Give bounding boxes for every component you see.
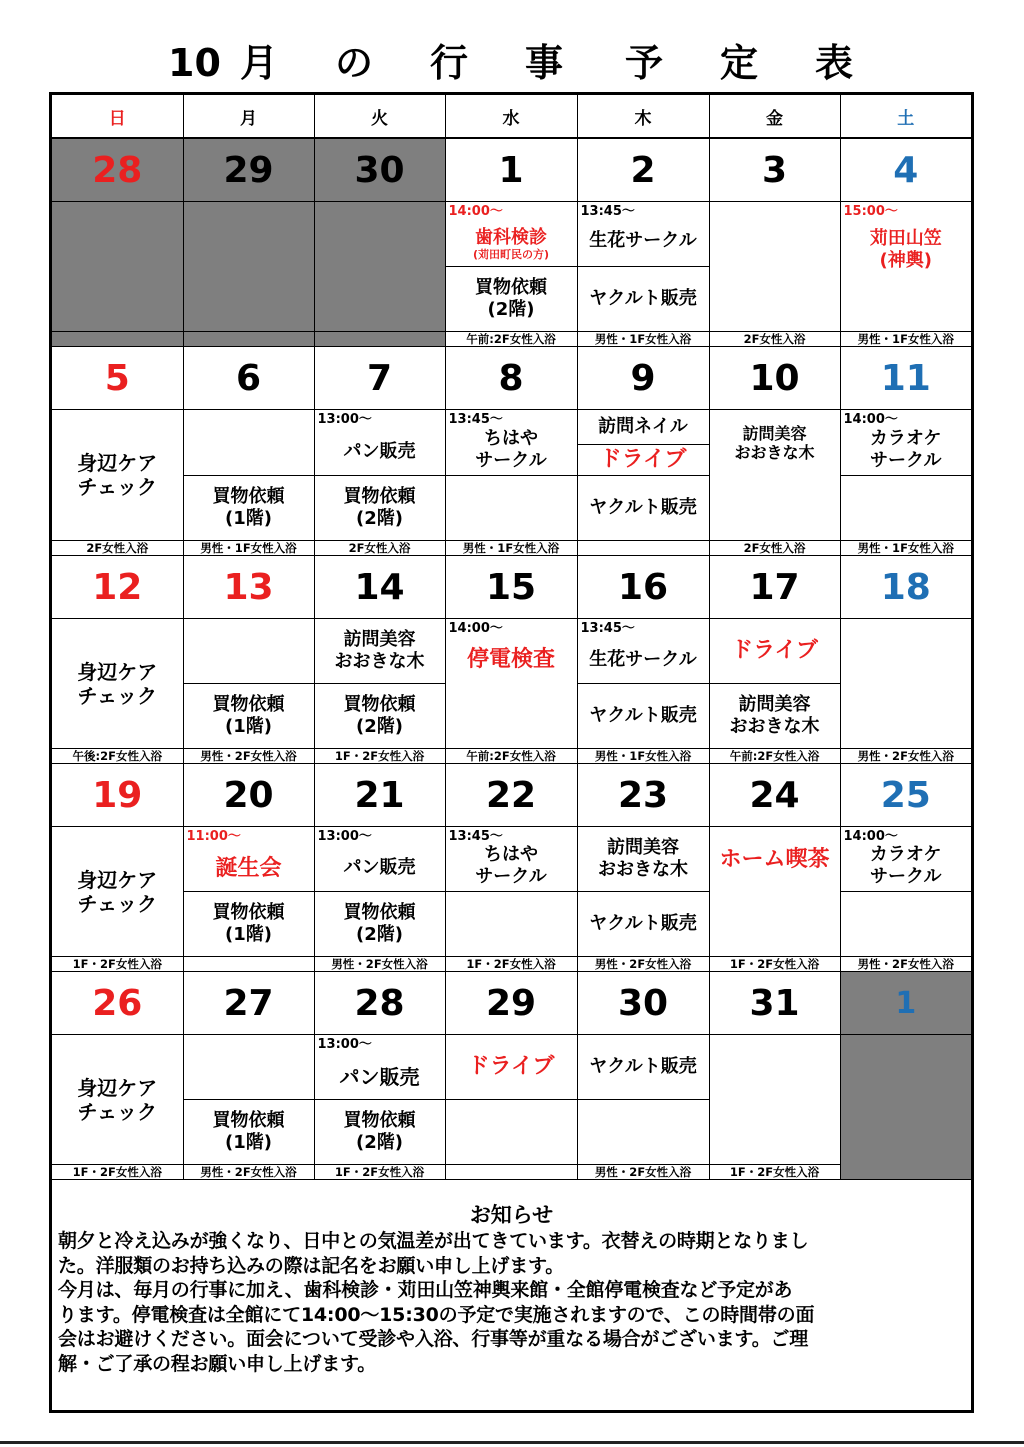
calendar-table: [52, 95, 971, 1180]
day-number: 2: [577, 138, 709, 202]
day-number: 29: [445, 972, 577, 1035]
event-time: 13:45～: [448, 412, 503, 427]
day-number: 1: [445, 138, 577, 202]
bath-schedule: [445, 1165, 577, 1180]
event-time: 13:45～: [448, 829, 503, 844]
bath-schedule: 2F女性入浴: [52, 541, 183, 556]
bath-schedule: 午後:2F女性入浴: [52, 749, 183, 764]
event-cell: [840, 476, 971, 541]
event-cell: 訪問美容 おおきな木: [709, 684, 840, 749]
weekday-header: 金: [709, 95, 840, 138]
day-number: 19: [52, 764, 183, 827]
day-number: 27: [183, 972, 314, 1035]
event-cell: [445, 892, 577, 957]
event-title-highlight: ドライブ: [599, 447, 687, 472]
bath-schedule: 男性・1F女性入浴: [840, 541, 971, 556]
bath-schedule: 男性・2F女性入浴: [577, 957, 709, 972]
bath-schedule: [183, 957, 314, 972]
title-char: 表: [815, 41, 854, 85]
event-cell: [314, 410, 445, 476]
notice-line: た。洋服類のお持ち込みの際は記名をお願い申し上げます。: [58, 1254, 565, 1277]
event-time: 13:00～: [317, 1037, 372, 1052]
event-time: 13:00～: [317, 829, 372, 844]
bath-schedule: 男性・2F女性入浴: [183, 1165, 314, 1180]
event-cell: 訪問美容 おおきな木: [314, 619, 445, 684]
event-title: パン販売: [343, 440, 416, 462]
bath-schedule: 男性・1F女性入浴: [577, 749, 709, 764]
event-title: 歯科検診: [475, 226, 547, 248]
event-time: 13:45～: [580, 621, 635, 636]
bath-schedule: [577, 541, 709, 556]
bath-schedule: 1F・2F女性入浴: [52, 1165, 183, 1180]
day-number: 6: [183, 347, 314, 410]
day-number: 21: [314, 764, 445, 827]
bath-schedule: 1F・2F女性入浴: [709, 957, 840, 972]
event-time: 14:00～: [448, 204, 503, 219]
event-cell: [840, 202, 971, 332]
event-cell: [840, 619, 971, 749]
event-cell: [445, 202, 577, 267]
notice-line: 会はお避けください。面会について受診や入浴、行事等が重なる場合がございます。ご理: [58, 1328, 809, 1350]
event-time: 14:00～: [843, 412, 898, 427]
event-cell: [445, 1100, 577, 1165]
event-cell: ドライブ: [445, 1035, 577, 1100]
event-title: 停電検査: [466, 647, 555, 672]
title-char: の: [335, 41, 374, 85]
bath-schedule: 1F・2F女性入浴: [709, 1165, 840, 1180]
day-number: 11: [840, 347, 971, 410]
event-title: パン販売: [343, 857, 416, 879]
day-number: 1: [840, 972, 971, 1035]
day-number: 18: [840, 556, 971, 619]
bath-schedule: 男性・2F女性入浴: [840, 957, 971, 972]
weekday-header: 土: [840, 95, 971, 138]
bath-schedule: 2F女性入浴: [314, 541, 445, 556]
event-cell: 買物依頼 (2階): [314, 892, 445, 957]
notice-title: お知らせ: [469, 1203, 554, 1227]
bath-schedule: [314, 332, 445, 347]
event-cell: [183, 202, 314, 332]
page-title: [0, 38, 1024, 88]
weekday-header: 火: [314, 95, 445, 138]
bath-schedule: 男性・1F女性入浴: [183, 541, 314, 556]
event-cell: [445, 827, 577, 892]
event-cell: 訪問美容 おおきな木: [709, 410, 840, 541]
event-cell: 買物依頼 (1階): [183, 1100, 314, 1165]
event-cell: ヤクルト販売: [577, 684, 709, 749]
event-cell: 買物依頼 (2階): [314, 476, 445, 541]
event-cell: 身辺ケア チェック: [52, 619, 183, 749]
bath-schedule: 午前:2F女性入浴: [445, 749, 577, 764]
event-title: ちはや サークル: [475, 844, 547, 887]
calendar-frame: [49, 92, 974, 1413]
day-number: 5: [52, 347, 183, 410]
event-cell: [577, 619, 709, 684]
event-cell: [840, 827, 971, 892]
title-char: 事: [525, 41, 564, 85]
event-cell: [314, 1035, 445, 1100]
event-cell: 身辺ケア チェック: [52, 410, 183, 541]
day-number: 29: [183, 138, 314, 202]
event-cell: 身辺ケア チェック: [52, 1035, 183, 1165]
bath-schedule: 男性・1F女性入浴: [577, 332, 709, 347]
weekday-header: 日: [52, 95, 183, 138]
event-cell: [709, 202, 840, 332]
event-title: 訪問ネイル: [578, 410, 709, 445]
notice-line: ります。停電検査は全館にて14:00～15:30の予定で実施されますので、この時間帯の面: [58, 1303, 815, 1326]
event-title: 生花サークル: [589, 649, 697, 671]
event-cell: [183, 619, 314, 684]
event-cell: 身辺ケア チェック: [52, 827, 183, 957]
day-number: 15: [445, 556, 577, 619]
weekday-header: 木: [577, 95, 709, 138]
weekday-header: 月: [183, 95, 314, 138]
event-cell: [709, 1035, 840, 1165]
event-cell: [183, 410, 314, 476]
event-time: 14:00～: [843, 829, 898, 844]
bath-schedule: 1F・2F女性入浴: [445, 957, 577, 972]
day-number: 28: [52, 138, 183, 202]
day-number: 30: [577, 972, 709, 1035]
day-number: 4: [840, 138, 971, 202]
notice-section: [52, 1201, 971, 1410]
day-number: 22: [445, 764, 577, 827]
bath-schedule: 男性・2F女性入浴: [314, 957, 445, 972]
event-cell: ヤクルト販売: [577, 1035, 709, 1100]
notice-line: 今月は、毎月の行事に加え、歯科検診・苅田山笠神輿来館・全館停電検査など予定があ: [58, 1279, 793, 1301]
event-cell: ドライブ: [709, 619, 840, 684]
event-cell: [314, 202, 445, 332]
event-cell: [840, 410, 971, 476]
day-number: 8: [445, 347, 577, 410]
event-time: 15:00～: [843, 204, 898, 219]
bath-schedule: 男性・2F女性入浴: [840, 749, 971, 764]
bath-schedule: 男性・1F女性入浴: [445, 541, 577, 556]
day-number: 28: [314, 972, 445, 1035]
event-note: (苅田町民の方): [472, 248, 550, 262]
event-cell: [577, 202, 709, 267]
event-cell: [840, 1035, 971, 1180]
weekday-header: 水: [445, 95, 577, 138]
event-cell: ヤクルト販売: [577, 267, 709, 332]
event-cell: 買物依頼 (1階): [183, 684, 314, 749]
day-number: 30: [314, 138, 445, 202]
event-cell: [183, 827, 314, 892]
notice-line: 朝夕と冷え込みが強くなり、日中との気温差が出てきています。衣替えの時期となりまし: [58, 1230, 809, 1252]
bath-schedule: 1F・2F女性入浴: [314, 1165, 445, 1180]
bath-schedule: [52, 332, 183, 347]
event-cell: ヤクルト販売: [577, 892, 709, 957]
notice-line: 解・ご了承の程お願い申し上げます。: [58, 1352, 377, 1375]
day-number: 20: [183, 764, 314, 827]
bath-schedule: 午前:2F女性入浴: [445, 332, 577, 347]
event-cell: [183, 1035, 314, 1100]
event-title: 苅田山笠 (神輿): [869, 228, 942, 271]
day-number: 17: [709, 556, 840, 619]
event-time: 13:45～: [580, 204, 635, 219]
title-month-number: 10: [168, 41, 221, 85]
event-title: 誕生会: [215, 855, 282, 881]
event-cell: [445, 410, 577, 476]
bath-schedule: 男性・2F女性入浴: [183, 749, 314, 764]
event-cell: [840, 892, 971, 957]
day-number: 14: [314, 556, 445, 619]
event-cell: 買物依頼 (2階): [314, 684, 445, 749]
day-number: 9: [577, 347, 709, 410]
title-char: 行: [430, 41, 469, 85]
bath-schedule: 男性・1F女性入浴: [840, 332, 971, 347]
bath-schedule: 2F女性入浴: [709, 541, 840, 556]
day-number: 25: [840, 764, 971, 827]
event-title: パン販売: [339, 1065, 420, 1089]
bath-schedule: [183, 332, 314, 347]
bath-schedule: 2F女性入浴: [709, 332, 840, 347]
event-cell: [577, 410, 709, 476]
title-char: 予: [625, 41, 664, 85]
event-cell: 訪問美容 おおきな木: [577, 827, 709, 892]
bath-schedule: 1F・2F女性入浴: [314, 749, 445, 764]
event-cell: 買物依頼 (1階): [183, 476, 314, 541]
bath-schedule: 男性・2F女性入浴: [577, 1165, 709, 1180]
event-cell: ホーム喫茶: [709, 827, 840, 957]
bath-schedule: 午前:2F女性入浴: [709, 749, 840, 764]
day-number: 12: [52, 556, 183, 619]
day-number: 3: [709, 138, 840, 202]
day-number: 7: [314, 347, 445, 410]
event-title: カラオケ サークル: [869, 427, 942, 471]
day-number: 31: [709, 972, 840, 1035]
event-cell: ヤクルト販売: [577, 476, 709, 541]
event-time: 14:00～: [448, 621, 503, 636]
day-number: 26: [52, 972, 183, 1035]
day-number: 24: [709, 764, 840, 827]
event-title: ちはや サークル: [475, 427, 547, 471]
bath-schedule: 1F・2F女性入浴: [52, 957, 183, 972]
day-number: 10: [709, 347, 840, 410]
day-number: 16: [577, 556, 709, 619]
event-cell: [577, 1100, 709, 1165]
day-number: 13: [183, 556, 314, 619]
title-char: 月: [240, 41, 279, 85]
page-bottom-rule: [0, 1441, 1024, 1444]
event-cell: 買物依頼 (1階): [183, 892, 314, 957]
event-cell: [52, 202, 183, 332]
event-cell: [445, 619, 577, 749]
day-number: 23: [577, 764, 709, 827]
title-char: 定: [720, 41, 759, 85]
event-cell: 買物依頼 (2階): [445, 267, 577, 332]
event-title: 生花サークル: [589, 230, 697, 252]
event-time: 11:00～: [186, 829, 241, 844]
notice-body: [58, 1229, 965, 1376]
event-time: 13:00～: [317, 412, 372, 427]
event-title: カラオケ サークル: [869, 844, 942, 887]
event-cell: 買物依頼 (2階): [314, 1100, 445, 1165]
event-cell: [314, 827, 445, 892]
event-cell: [445, 476, 577, 541]
